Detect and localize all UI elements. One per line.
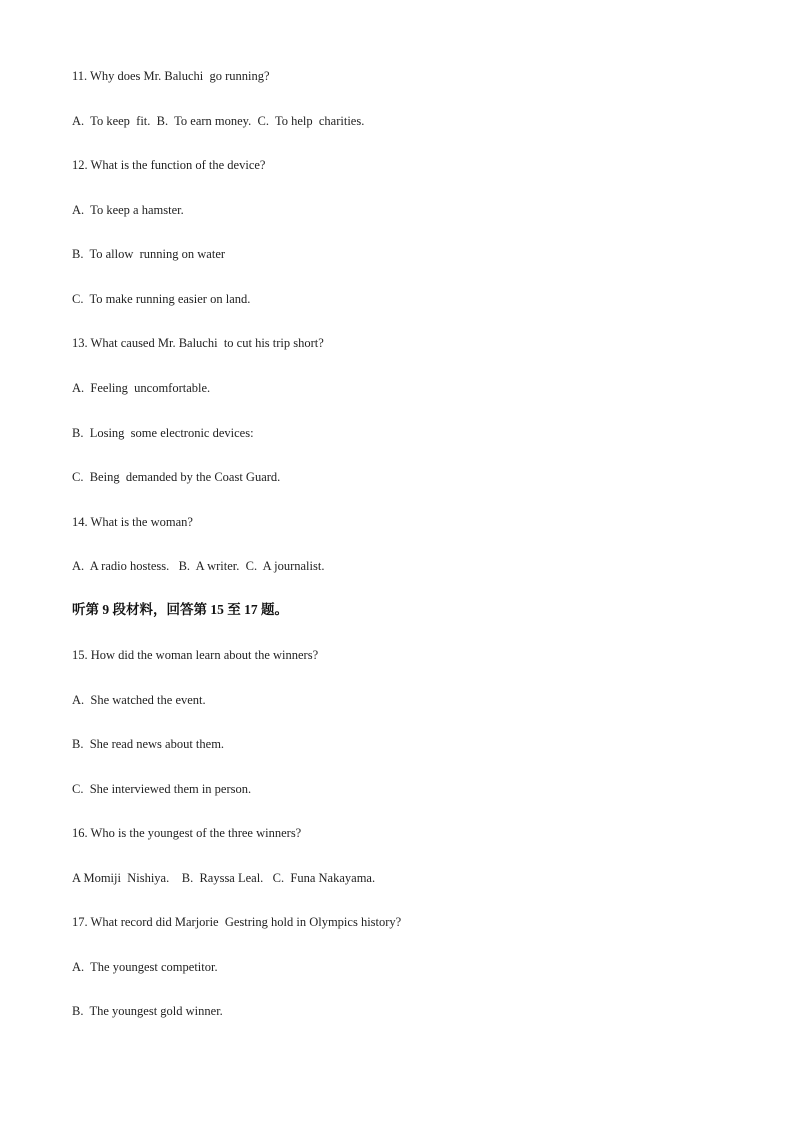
- question-13-option-a: A. Feeling uncomfortable.: [72, 381, 211, 395]
- question-12-option-a: A. To keep a hamster.: [72, 203, 184, 217]
- question-17: 17. What record did Marjorie Gestring hold in Olympics history?: [72, 915, 402, 929]
- question-12: 12. What is the function of the device?: [72, 158, 266, 172]
- question-11: 11. Why does Mr. Baluchi go running?: [72, 69, 270, 83]
- question-17-option-b: B. The youngest gold winner.: [72, 1004, 223, 1018]
- question-13-option-c: C. Being demanded by the Coast Guard.: [72, 470, 281, 484]
- question-15-option-b: B. She read news about them.: [72, 737, 225, 751]
- question-13-option-b: B. Losing some electronic devices:: [72, 426, 254, 440]
- question-12-option-b: B. To allow running on water: [72, 247, 226, 261]
- question-11-options: A. To keep fit. B. To earn money. C. To help charities.: [72, 114, 365, 128]
- question-13: 13. What caused Mr. Baluchi to cut his trip short?: [72, 336, 324, 350]
- question-14-options: A. A radio hostess. B. A writer. C. A journalist.: [72, 559, 325, 573]
- question-15-option-a: A. She watched the event.: [72, 693, 206, 707]
- question-14: 14. What is the woman?: [72, 515, 193, 529]
- question-16-options: A Momiji Nishiya. B. Rayssa Leal. C. Funa Nakayama.: [72, 871, 376, 885]
- section-heading: 听第 9 段材料，回答第 15 至 17 题。: [72, 602, 288, 617]
- question-12-option-c: C. To make running easier on land.: [72, 292, 251, 306]
- question-17-option-a: A. The youngest competitor.: [72, 960, 218, 974]
- question-15-option-c: C. She interviewed them in person.: [72, 782, 252, 796]
- question-15: 15. How did the woman learn about the winners?: [72, 648, 319, 662]
- question-16: 16. Who is the youngest of the three winners?: [72, 826, 302, 840]
